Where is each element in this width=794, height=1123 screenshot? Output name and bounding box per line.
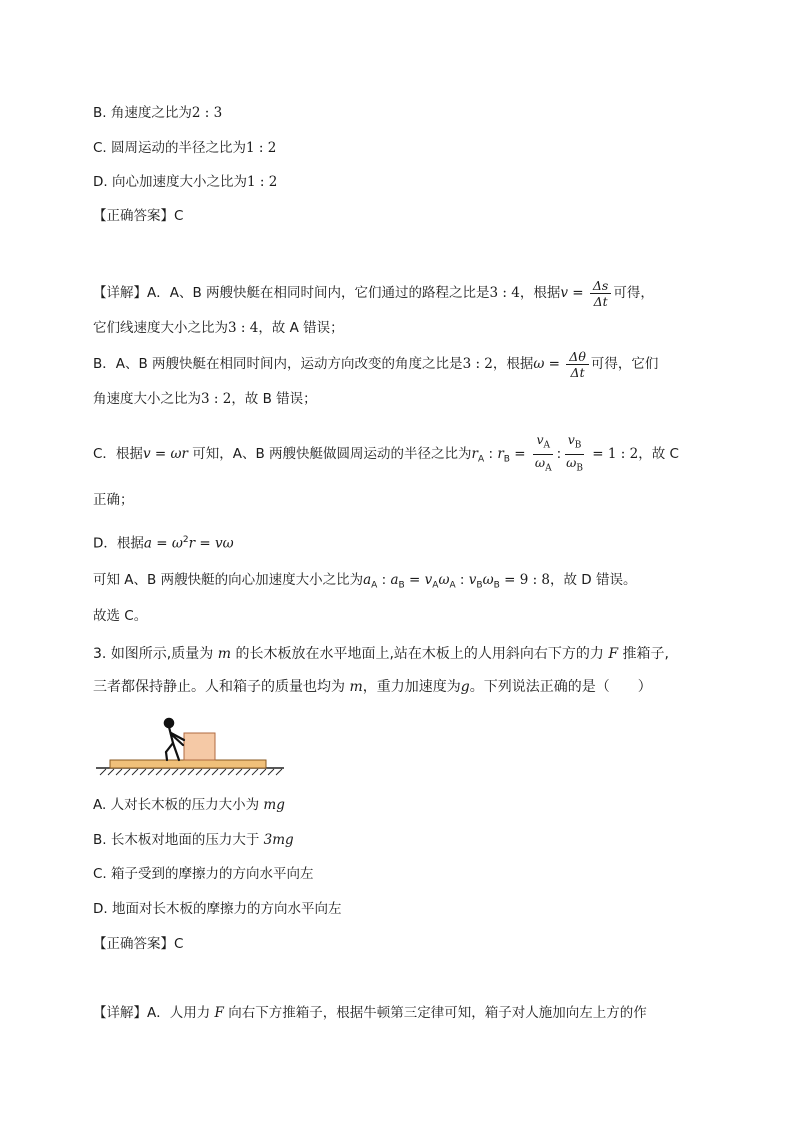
option-ratio: 1 : 2 xyxy=(246,174,278,190)
option-text: 向心加速度大小之比为 xyxy=(111,174,247,190)
text: ，故 A 错误； xyxy=(258,320,344,336)
option-ratio: 1 : 2 xyxy=(246,140,277,156)
ratio: 3 : 2 xyxy=(201,391,232,407)
explain-line-6: 正确； xyxy=(93,492,134,508)
text: 推箱子, xyxy=(622,646,669,662)
ratio: 1 : 2 xyxy=(607,446,639,462)
text: 它们线速度大小之比为 xyxy=(93,320,228,336)
fraction-dtheta-dt: $\frac{\Delta\theta}{\Delta t}$ xyxy=(566,349,589,380)
option-b xyxy=(93,830,294,850)
text: 可得，它们 xyxy=(590,356,659,372)
option-c xyxy=(93,864,314,884)
text: 。下列说法正确的是（ ） xyxy=(469,679,652,695)
box xyxy=(184,733,215,760)
explain-line-5: C．根据v = ωr 可知，A、B 两艘快艇做圆周运动的半径之比为$r_A$ : $r_B$ = $\frac{v_A}{\omega_A}$ : $\frac{v_B}{\omega_B}$ = 1 : 2，故 C xyxy=(93,432,679,480)
plank xyxy=(110,760,266,768)
explain-line-9: 故选 C。 xyxy=(93,608,148,624)
text: C．根据 xyxy=(93,446,143,462)
text: D．根据 xyxy=(93,535,144,552)
option-letter: D. xyxy=(93,901,108,917)
explain-line: 【详解】A．人用力 F 向右下方推箱子，根据牛顿第三定律可知，箱子对人施加向左上方的作 xyxy=(93,1005,647,1021)
explain-line-2 xyxy=(93,318,344,338)
option-math: 3mg xyxy=(263,832,294,848)
formula-v-omega-r: v xyxy=(142,446,151,462)
text: ，根据 xyxy=(519,285,561,301)
option-a xyxy=(93,795,285,815)
question-number: 3. xyxy=(93,646,107,662)
option-text: 长木板对地面的压力大于 xyxy=(110,832,260,848)
ground-hatch xyxy=(100,769,282,775)
question-line-1: 3. 如图所示,质量为 m 的长木板放在水平地面上,站在木板上的人用斜向右下方的力 F 推箱子, xyxy=(93,646,669,662)
option-letter: C. xyxy=(93,140,107,156)
question-figure xyxy=(96,712,288,776)
text: 的长木板放在水平地面上,站在木板上的人用斜向右下方的力 xyxy=(235,646,604,662)
option-text: 人对长木板的压力大小为 xyxy=(110,797,260,813)
option-c-prev xyxy=(93,138,276,158)
text: 可得， xyxy=(613,285,654,301)
option-text: 箱子受到的摩擦力的方向水平向左 xyxy=(111,866,314,882)
explain-line-7: D．根据$a = \omega^2r = v\omega$ xyxy=(93,535,234,552)
option-letter: B. xyxy=(93,832,107,848)
explain-line-8: 可知 A、B 两艘快艇的向心加速度大小之比为$a_A$ : $a_B = v_A\omega_A$ : $v_B\omega_B = 9$ : 8，故 D 错误。 xyxy=(93,572,637,591)
text: ，故 C xyxy=(638,446,679,462)
fraction-ds-dt: $\frac{\Delta s}{\Delta t}$ xyxy=(590,278,611,309)
explain-line-4 xyxy=(93,389,317,409)
option-letter: D. xyxy=(93,174,108,190)
person-figure xyxy=(165,719,184,760)
fraction-vb-wb: $\frac{v_B}{\omega_B}$ xyxy=(566,432,583,473)
option-letter: A. xyxy=(93,797,107,813)
option-text: 圆周运动的半径之比为 xyxy=(111,140,247,156)
text: ，根据 xyxy=(492,356,534,372)
option-math: mg xyxy=(263,797,285,813)
option-d xyxy=(93,899,341,919)
text: 【详解】A．人用力 xyxy=(93,1005,211,1021)
option-b-prev xyxy=(93,103,222,123)
answer-prev: 【正确答案】C xyxy=(93,208,184,224)
text: 向右下方推箱子，根据牛顿第三定律可知，箱子对人施加向左上方的作 xyxy=(228,1005,647,1021)
option-letter: C. xyxy=(93,866,107,882)
text: 三者都保持静止。人和箱子的质量也均为 xyxy=(93,679,345,695)
option-ratio: 2 : 3 xyxy=(191,105,223,121)
formula-v: v xyxy=(560,285,568,301)
option-text: 角速度之比为 xyxy=(110,105,192,121)
fraction-va-wa: $\frac{v_A}{\omega_A}$ xyxy=(534,432,552,473)
text: 角速度大小之比为 xyxy=(93,391,201,407)
answer: 【正确答案】C xyxy=(93,936,184,952)
text: 如图所示,质量为 xyxy=(110,646,214,662)
text: 可知，A、B 两艘快艇做圆周运动的半径之比为 xyxy=(192,446,472,462)
text: ，故 B 错误； xyxy=(231,391,317,407)
explain-line-3: B．A、B 两艘快艇在相同时间内，运动方向改变的角度之比是3 : 2，根据ω = $\frac{\Delta\theta}{\Delta t}$ 可得，它们 xyxy=(93,348,659,380)
question-line-2: 三者都保持静止。人和箱子的质量也均为 m，重力加速度为g。下列说法正确的是（ ） xyxy=(93,679,652,695)
text: B．A、B 两艘快艇在相同时间内，运动方向改变的角度之比是 xyxy=(93,356,463,372)
formula-a: a xyxy=(143,535,152,552)
option-letter: B. xyxy=(93,105,107,121)
text: ，重力加速度为 xyxy=(362,679,461,695)
ratio: 3 : 4 xyxy=(228,320,259,336)
text: 可知 A、B 两艘快艇的向心加速度大小之比为 xyxy=(93,572,364,588)
ratio: 9 : 8 xyxy=(519,572,551,588)
explain-line-1: 【详解】A．A、B 两艘快艇在相同时间内，它们通过的路程之比是3 : 4，根据v = $\frac{\Delta s}{\Delta t}$ 可得， xyxy=(93,277,654,309)
text: 【详解】A．A、B 两艘快艇在相同时间内，它们通过的路程之比是 xyxy=(93,285,490,301)
option-d-prev xyxy=(93,172,277,192)
option-text: 地面对长木板的摩擦力的方向水平向左 xyxy=(111,901,342,917)
ratio: 3 : 2 xyxy=(462,356,493,372)
formula-omega: ω xyxy=(533,356,545,372)
text: ，故 D 错误。 xyxy=(550,572,637,588)
ratio: 3 : 4 xyxy=(489,285,520,301)
